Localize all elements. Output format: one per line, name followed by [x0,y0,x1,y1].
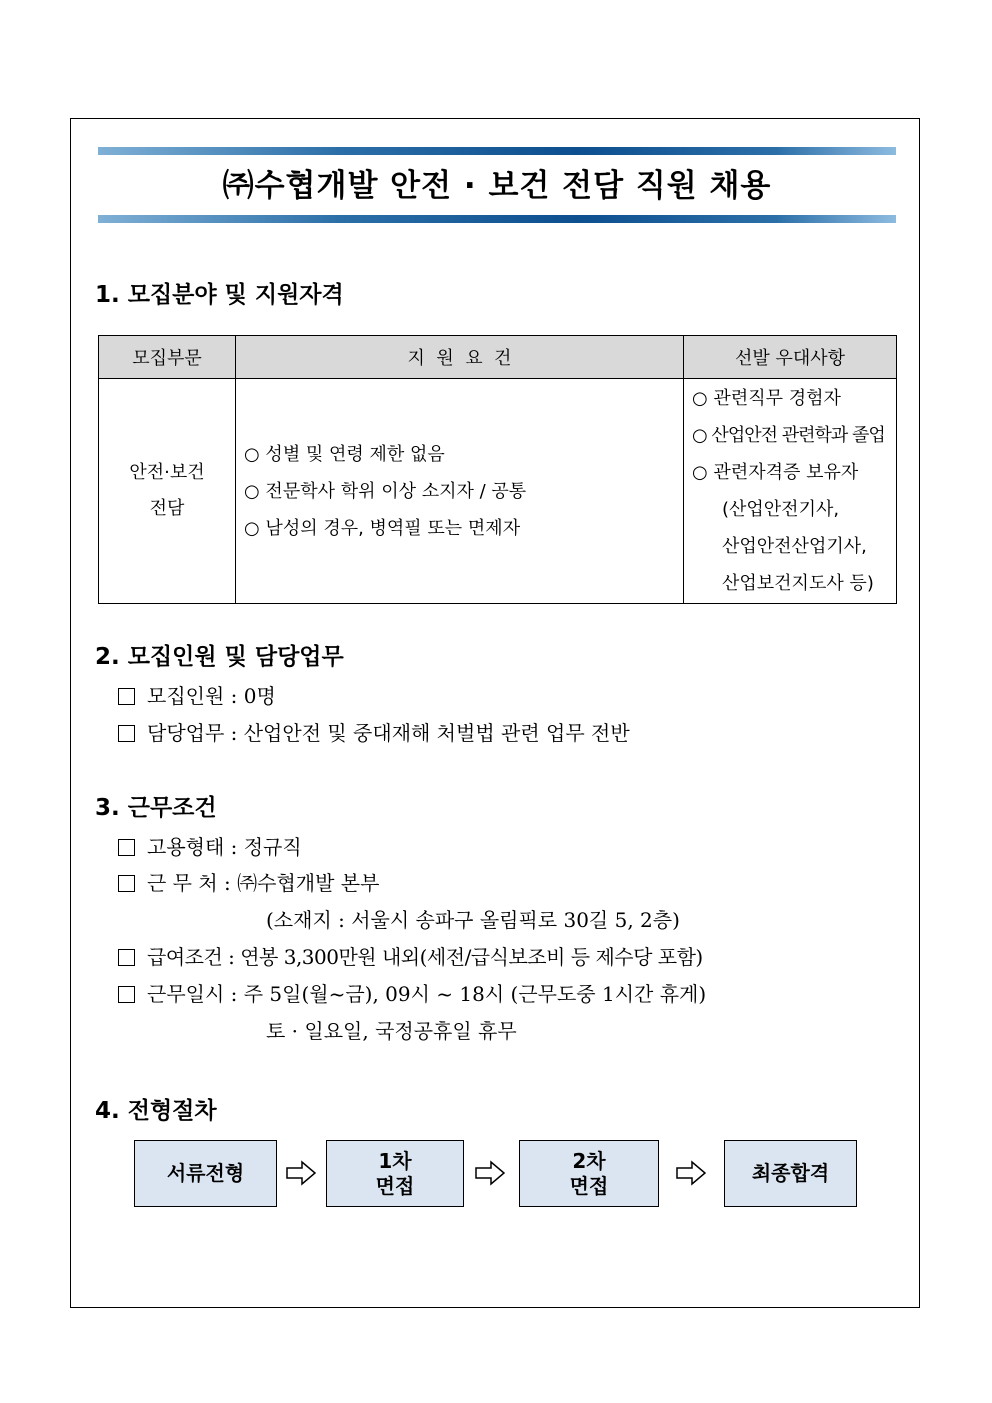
salary-text: 급여조건 : 연봉 3,300만원 내외(세전/급식보조비 등 제수당 포함) [147,945,703,969]
checkbox-icon [118,949,135,966]
requirements-table [98,335,897,604]
salary-item [118,941,703,970]
preference-item: ○ 관련직무 경험자 [692,388,841,409]
requirement-item: ○ 남성의 경우, 병역필 또는 면제자 [244,517,521,539]
requirements-cell [236,379,684,604]
table-row [99,379,897,604]
title-bar-top [98,147,896,155]
preference-subitem: (산업안전기사, [722,499,840,520]
arrow-right-icon [475,1160,505,1186]
header-category: 모집부문 [99,336,236,379]
header-requirements: 지 원 요 건 [236,336,684,379]
checkbox-icon [118,725,135,742]
preference-item: ○ 관련자격증 보유자 [692,462,859,483]
requirement-item: ○ 전문학사 학위 이상 소지자 / 공통 [244,480,527,502]
process-step-document: 서류전형 [134,1140,277,1207]
work-place-item [118,867,379,896]
employment-type-text: 고용형태 : 정규직 [147,835,302,859]
page-title: ㈜수협개발 안전 · 보건 전담 직원 채용 [222,168,772,204]
holidays-text: 토 · 일요일, 국정공휴일 휴무 [266,1019,517,1043]
preference-item: ○ 산업안전 관련학과 졸업 [692,425,885,446]
address-text: (소재지 : 서울시 송파구 올림픽로 30길 5, 2층) [266,908,680,932]
process-step-interview-2: 2차 면접 [519,1140,659,1207]
arrow-right-icon [676,1160,706,1186]
recruit-count-item [118,680,276,709]
category-line: 안전·보건 [129,462,205,483]
work-hours-text: 근무일시 : 주 5일(월~금), 09시 ~ 18시 (근무도중 1시간 휴게) [147,982,707,1006]
section-1-heading: 1. 모집분야 및 지원자격 [95,282,344,308]
preference-subitem: 산업보건지도사 등) [722,573,874,594]
process-step-interview-1: 1차 면접 [326,1140,464,1207]
section-4-heading: 4. 전형절차 [95,1098,217,1124]
employment-type-item [118,831,302,860]
category-cell [99,379,236,604]
checkbox-icon [118,986,135,1003]
recruit-count-text: 모집인원 : 0명 [147,684,276,708]
arrow-right-icon [286,1160,316,1186]
section-2-heading: 2. 모집인원 및 담당업무 [95,644,344,670]
preferences-cell [684,379,897,604]
work-hours-item [118,978,706,1007]
category-line: 전담 [149,498,185,519]
process-step-final: 최종합격 [724,1140,857,1207]
checkbox-icon [118,875,135,892]
checkbox-icon [118,839,135,856]
title-bar-bottom [98,215,896,223]
checkbox-icon [118,688,135,705]
recruit-duty-item [118,717,630,746]
preference-subitem: 산업안전산업기사, [722,536,867,557]
table-header-row [99,336,897,379]
section-3-heading: 3. 근무조건 [95,795,217,821]
requirement-item: ○ 성별 및 연령 제한 없음 [244,443,445,465]
recruit-duty-text: 담당업무 : 산업안전 및 중대재해 처벌법 관련 업무 전반 [147,721,630,745]
work-place-text: 근 무 처 : ㈜수협개발 본부 [147,871,380,895]
header-preferences: 선발 우대사항 [684,336,897,379]
